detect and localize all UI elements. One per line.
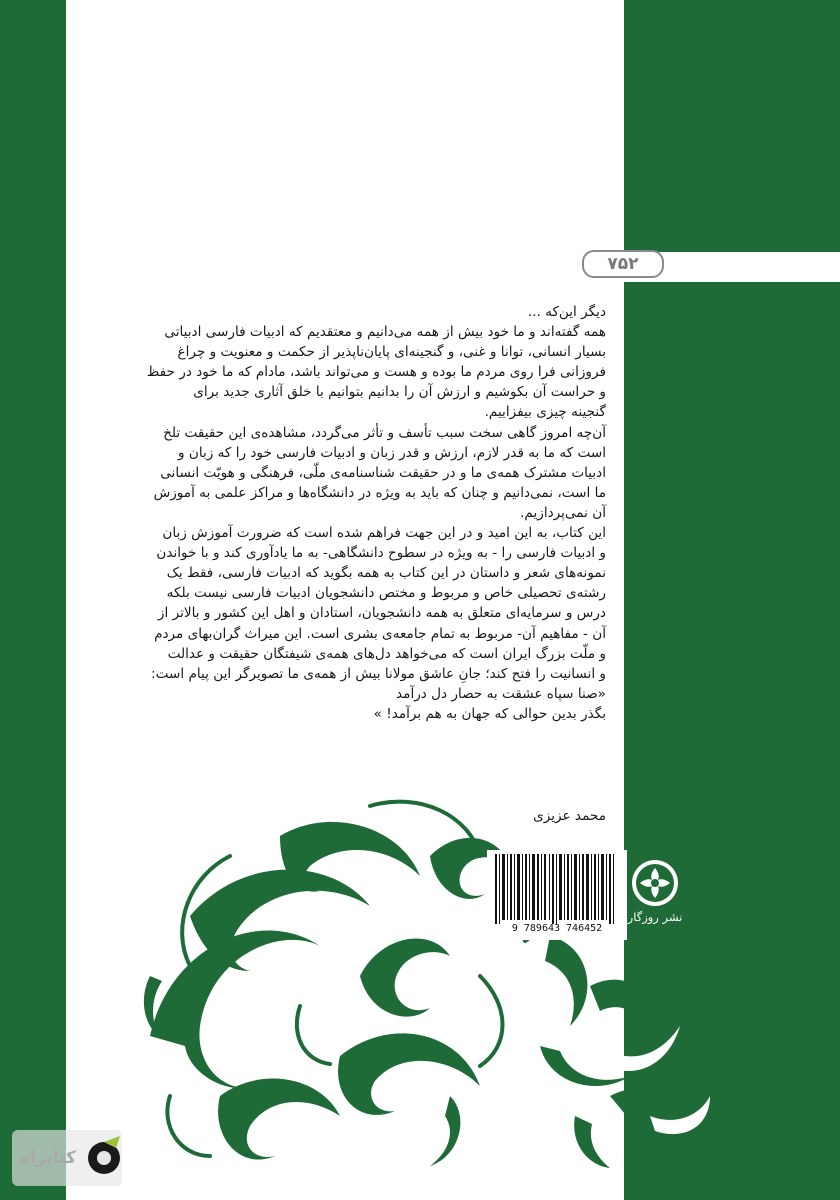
isbn-number: 9 789643 746452 — [511, 923, 603, 934]
text-line: و ملّت بزرگ ایران است که می‌خواهد دل‌های همه‌ی شیفتگان حقیقت و عدالت — [167, 645, 606, 662]
paragraph-1 — [80, 322, 606, 422]
intro-line — [80, 302, 606, 322]
text-line: این کتاب، به این امید و در این جهت فراهم شده است که ضرورت آموزش زبان — [162, 525, 606, 542]
left-green-strip — [0, 0, 66, 1200]
publisher-logo-icon — [630, 858, 680, 908]
text-line: فروزانی فرا روی مردم ما بوده و هست و می‌تواند باشد، مادام که ما خود در حفظ — [146, 364, 606, 381]
text-line: و انسانیت را فتح کند؛ جانِ عاشق مولانا بیش از همه‌ی ما تصویرگر این پیام است: — [151, 665, 606, 682]
text-line: و ادبیات فارسی را - به ویژه در سطوح دانشگاهی- به ما یادآوری کند و با خواندن — [156, 545, 606, 562]
text-line: آن - مفاهیم آن- مربوط به تمام جامعه‌ی بشری است. این میراث گران‌بهای مردم — [154, 625, 606, 642]
watermark-text: کتابراه — [19, 1148, 77, 1168]
paragraph-3 — [80, 523, 606, 724]
right-green-panel-top — [624, 0, 840, 252]
text-line: همه گفته‌اند و ما خود بیش از همه می‌دانیم و معتقدیم که ادبیات فارسی ادبیاتی — [164, 324, 606, 341]
page-number-tag — [582, 250, 664, 278]
text-line: است که ما به قدر لازم، ارزش و قدر زبان و ادبیات فارسی خود را که زبان و — [177, 444, 606, 461]
publisher-name: نشر روزگار — [627, 910, 683, 924]
floral-ornament — [130, 796, 810, 1176]
paragraph-2 — [80, 423, 606, 523]
text-line: ادبیات مشترک همه‌ی ما و در حقیقت شناسنامه‌ی ملّی، فرهنگی و هویّت انسانی — [160, 464, 606, 481]
back-cover-text — [80, 302, 606, 724]
text-line: درس و سرمایه‌ای متعلق به همه دانشجویان، استادان و اهل این کشور و بالاتر از — [157, 605, 606, 622]
text-line: دیگر این‌که ... — [527, 304, 606, 320]
text-line: و حراست آن بکوشیم و ارزش آن را بدانیم بتوانیم با خلق آثاری جدید برای — [193, 384, 606, 401]
text-line: نمونه‌های شعر و داستان در این کتاب به همه بگوید که ادبیات فارسی، فقط یک — [166, 565, 606, 582]
poem-line: بگذر بدین حوالی که جهان به هم برآمد! » — [373, 705, 606, 722]
text-line: بسیار انسانی، توانا و غنی، و گنجینه‌ای پایان‌ناپذیر از حکمت و معنویت و چراغ — [177, 344, 606, 361]
text-line: آن‌چه امروز گاهی سخت سبب تأسف و تأثر می‌گردد، مشاهده‌ی این حقیقت تلخ — [163, 424, 606, 441]
text-line: آن نمی‌پردازیم. — [520, 504, 606, 521]
page-number: ۷۵۲ — [607, 254, 639, 274]
poem-line: «صنا سپاه عشقت به حصار دل درآمد — [396, 685, 606, 702]
text-line: رشته‌ی تحصیلی خاص و مربوط و مختص دانشجویان ادبیات فارسی نیست بلکه — [166, 585, 606, 602]
author-signature: محمد عزیزی — [533, 808, 606, 824]
text-line: گنجینه چیزی بیفزاییم. — [484, 404, 606, 421]
barcode-bars — [487, 850, 627, 924]
text-line: ما است، نمی‌دانیم و چنان که باید به ویژه در دانشگاه‌ها و مراکز علمی به آموزش — [153, 484, 606, 501]
